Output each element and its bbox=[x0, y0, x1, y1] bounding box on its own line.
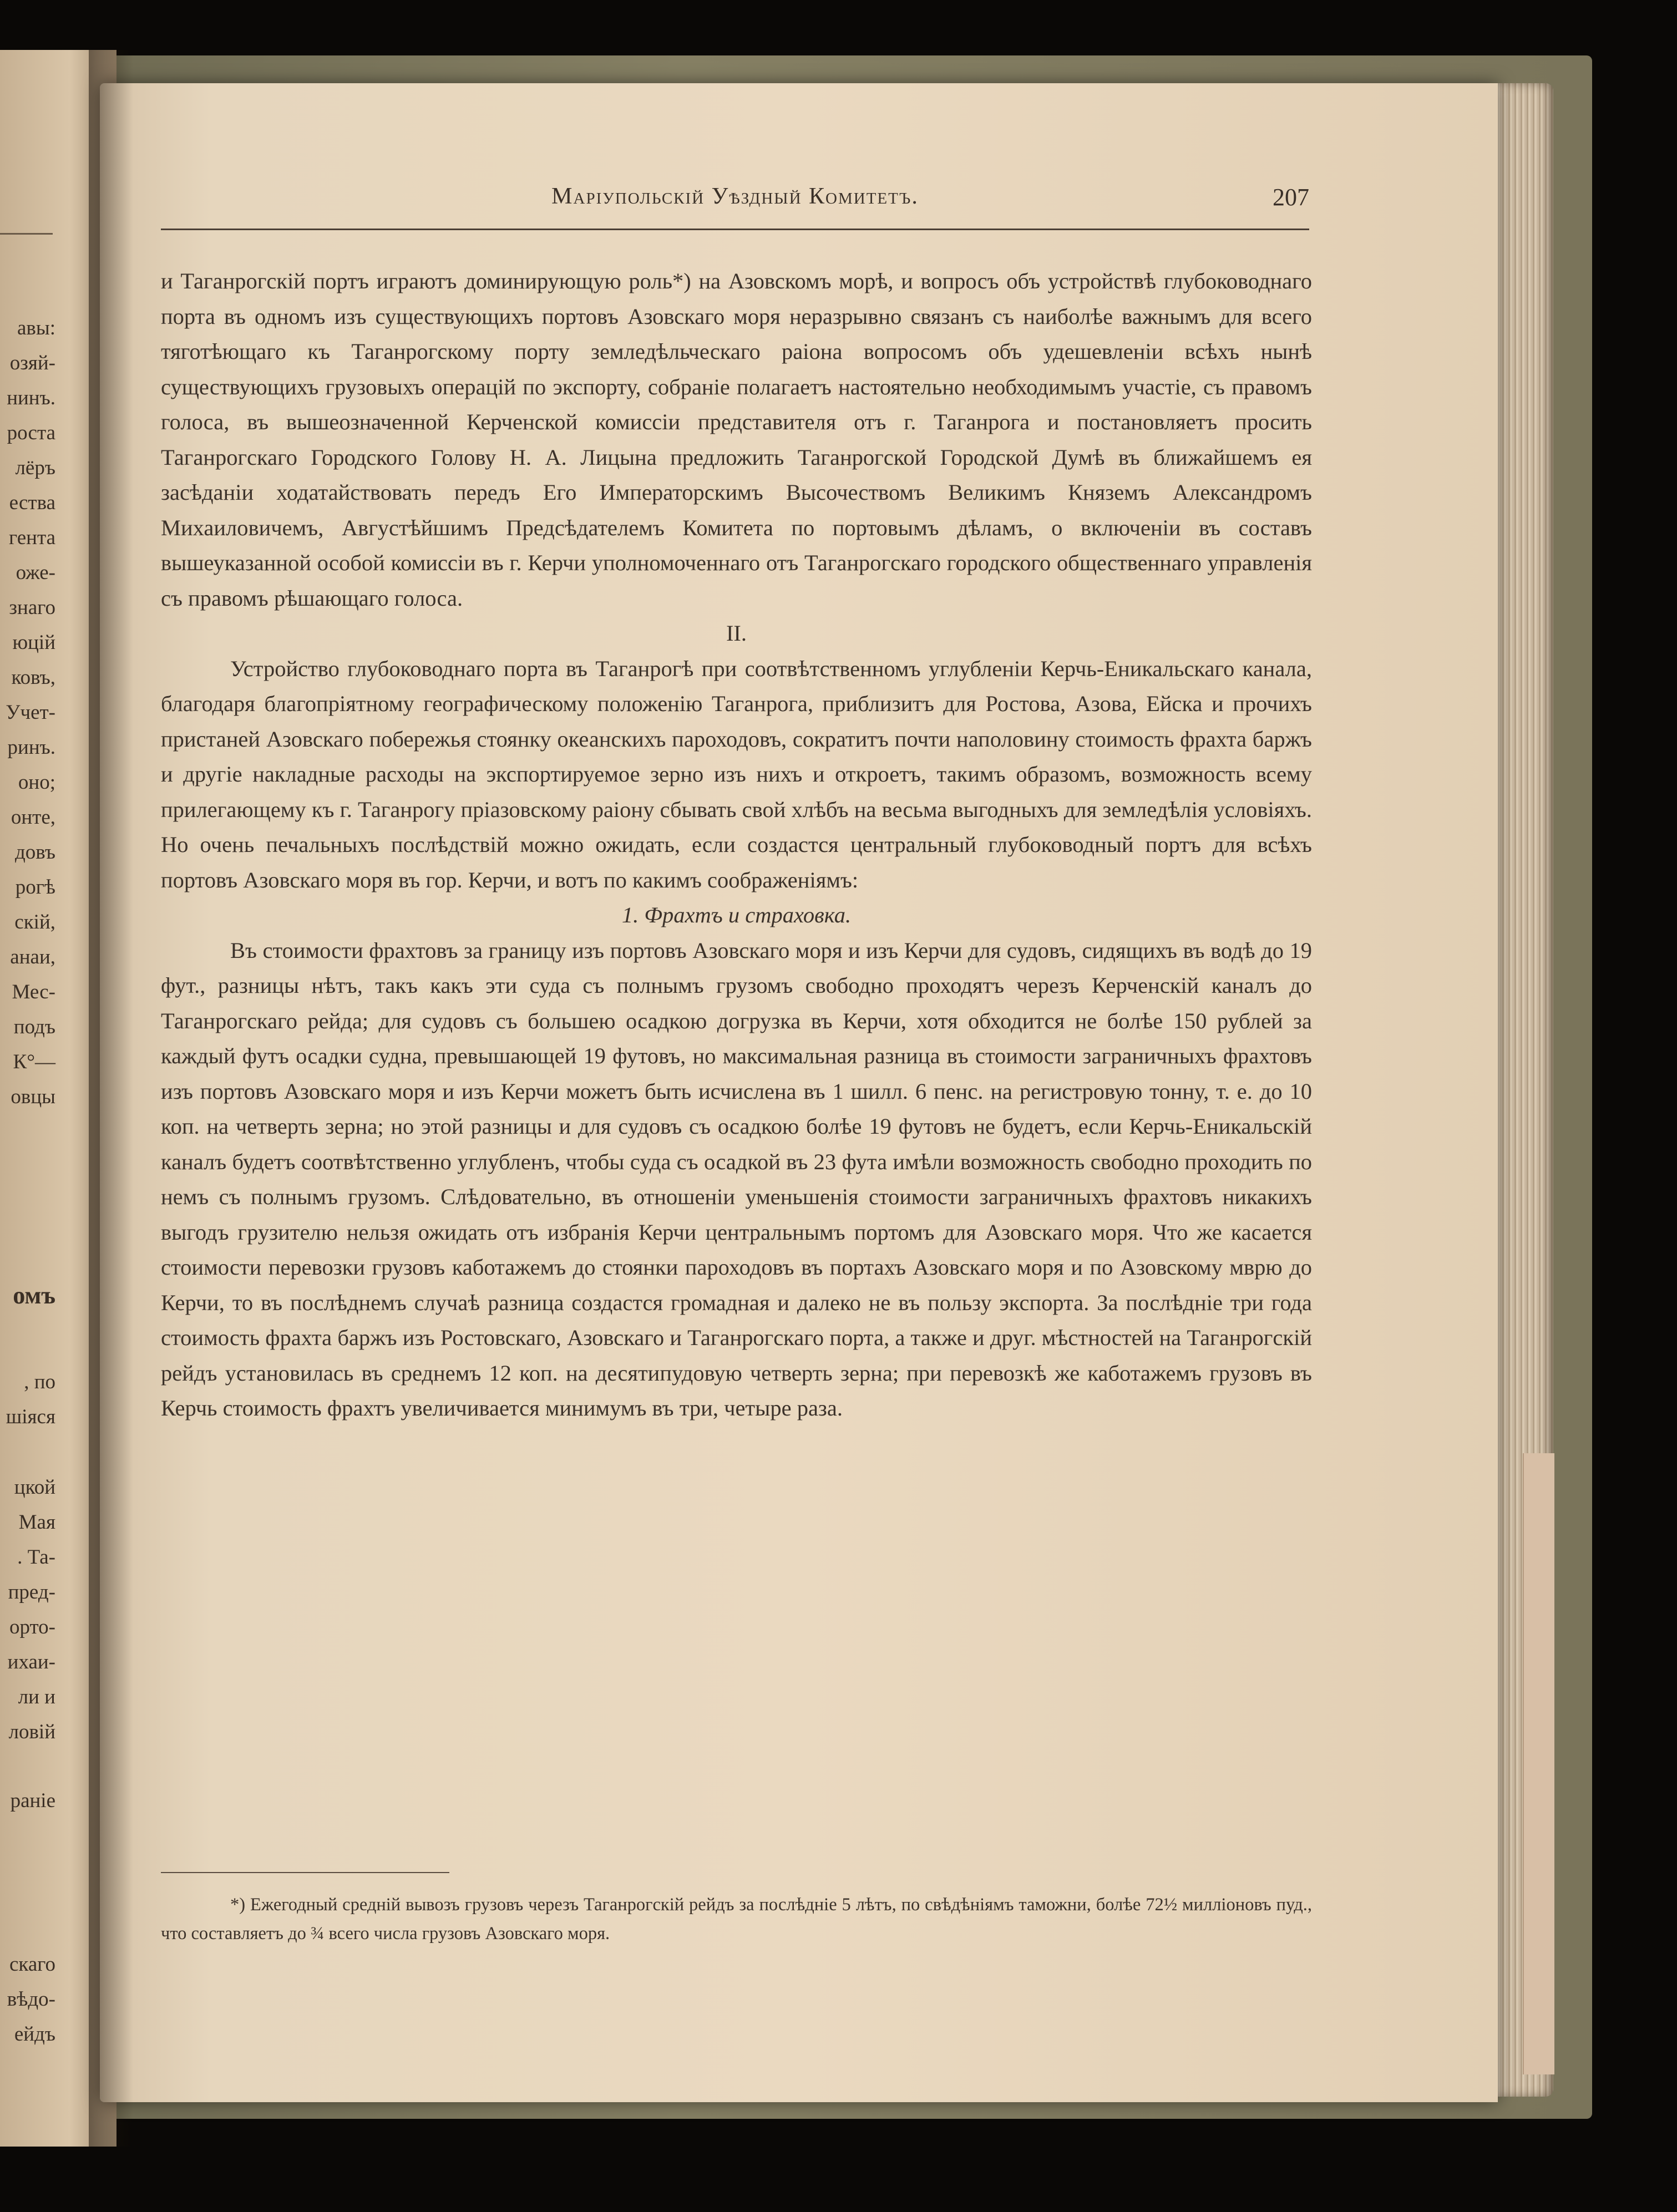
left-page-fragment: рогѣ bbox=[15, 876, 55, 899]
left-page-fragment: ихаи- bbox=[7, 1651, 55, 1673]
inserted-sheet-edge bbox=[1523, 1453, 1554, 2074]
left-page-fragment: шіяся bbox=[6, 1406, 55, 1428]
left-page-fragment: юцій bbox=[12, 631, 55, 654]
page-header bbox=[161, 183, 1309, 216]
paragraph: Въ стоимости фрахтовъ за границу изъ портовъ Азовскаго моря и изъ Керчи для судовъ, сидящихъ въ водѣ до 19 фут., разницы нѣтъ, такъ какъ эти суда съ полнымъ грузомъ свободно проходятъ черезъ Керченскій каналъ до Таганрогскаго рейда; для судовъ съ большею осадкою догрузка въ Керчи, хотя обходится не болѣе 150 рублей за каждый футъ осадки судна, превышающей 19 футовъ, но максимальная разница въ стоимости заграничныхъ фрахтовъ изъ портовъ Азовскаго моря и изъ Керчи можетъ быть исчислена въ 1 шилл. 6 пенс. на регистровую тонну, т. е. до 10 коп. на четверть зерна; но этой разницы и для судовъ съ осадкою болѣе 19 футовъ не будетъ, если Керчь-Еникальскій каналъ будетъ соотвѣтственно углубленъ, чтобы суда съ осадкой въ 23 фута имѣли возможность свободно проходить по немъ съ полнымъ грузомъ. Слѣдовательно, въ отношеніи уменьшенія стоимости заграничныхъ фрахтовъ никакихъ выгодъ грузителю нельзя ожидать отъ избранія Керчи центральнымъ портомъ для Азовскаго моря. Что же касается стоимости перевозки грузовъ каботажемъ до стоянки пароходовъ въ портахъ Азовскаго моря и по Азовскому мврю до Керчи, то въ послѣднемъ случаѣ разница создастся громадная и далеко не въ пользу экспорта. За послѣдніе три года стоимость фрахта баржъ изъ Ростовскаго, Азовскаго и Таганрогскаго порта, а также и друг. мѣстностей на Таганрогскій рейдъ установилась въ среднемъ 12 коп. на десятипудовую четверть зерна; при перевозкѣ же каботажемъ грузовъ въ Керчь стоимость фрахтъ увеличивается минимумъ въ три, четыре раза. bbox=[161, 937, 1312, 1420]
left-page-fragment: ейдъ bbox=[14, 2023, 55, 2046]
left-page-fragment: озяй- bbox=[9, 352, 55, 374]
running-title: Маріупольскій Уѣздный Комитетъ. bbox=[551, 184, 919, 209]
section-heading: II. bbox=[726, 621, 747, 646]
subsection-heading: 1. Фрахтъ и страховка. bbox=[621, 902, 852, 927]
left-page-fragment: ли и bbox=[18, 1686, 55, 1708]
left-page-fragment: анаи, bbox=[10, 946, 55, 968]
book-page bbox=[100, 83, 1498, 2102]
left-page-fragment: знаго bbox=[9, 596, 55, 619]
left-page-fragment: ества bbox=[9, 491, 55, 514]
body-text bbox=[161, 263, 1312, 1426]
left-page-fragment: ковъ, bbox=[11, 666, 55, 689]
left-page-fragment: лёръ bbox=[15, 456, 55, 479]
left-page-fragment: К°— bbox=[13, 1051, 55, 1073]
left-page-fragment: подъ bbox=[13, 1016, 55, 1038]
left-page-fragment: роста bbox=[7, 422, 55, 444]
page-number: 207 bbox=[1273, 184, 1309, 211]
left-page-fragment: овцы bbox=[11, 1085, 55, 1108]
left-page-fragment: ринъ. bbox=[7, 736, 55, 759]
paragraph: и Таганрогскій портъ играютъ доминирующую роль*) на Азовскомъ морѣ, и вопросъ объ устройствѣ глубоководнаго порта въ одномъ изъ существующихъ портовъ Азовскаго моря неразрывно связанъ съ наиболѣе важнымъ для всего тяготѣющаго къ Таганрогскому порту земледѣльческаго раіона вопросомъ объ удешевленіи всѣхъ нынѣ существующихъ грузовыхъ операцій по экспорту, собраніе полагаетъ настоятельно необходимымъ участіе, съ правомъ голоса, въ вышеозначенной Керченской комиссіи представителя отъ г. Таганрога и постановляетъ просить Таганрогскаго Городского Голову Н. А. Лицына предложить Таганрогской Городской Думѣ въ ближайшемъ ея засѣданіи ходатайствовать передъ Его Императорскимъ Высочествомъ Великимъ Княземъ Александромъ Михаиловичемъ, Августѣйшимъ Предсѣдателемъ Комитета по портовымъ дѣламъ, о включеніи въ составъ вышеуказанной особой комиссіи въ г. Керчи уполномоченнаго отъ Таганрогскаго городского общественнаго управленія съ правомъ рѣшающаго голоса. bbox=[161, 268, 1312, 611]
left-page-fragment: цкой bbox=[14, 1476, 55, 1499]
left-page-fragment: омъ bbox=[13, 1282, 55, 1309]
paragraph: Устройство глубоководнаго порта въ Таганрогѣ при соотвѣтственномъ углубленіи Керчь-Еникальскаго канала, благодаря благопріятному географическому положенію Таганрога, приблизитъ для Ростова, Азова, Ейска и прочихъ пристаней Азовскаго побережья стоянку океанскихъ пароходовъ, сократитъ почти наполовину стоимость фрахта баржъ и другіе накладные расходы на экспортируемое зерно изъ нихъ и откроетъ, такимъ образомъ, возможность всему прилегающему къ г. Таганрогу пріазовскому раіону сбывать свой хлѣбъ на весьма выгодныхъ для земледѣлія условіяхъ. Но очень печальныхъ послѣдствій можно ожидать, если создастся центральный глубоководный портъ для всѣхъ портовъ Азовскаго моря въ гор. Керчи, и вотъ по какимъ соображеніямъ: bbox=[161, 656, 1312, 892]
left-page-fragment: орто- bbox=[9, 1616, 55, 1638]
left-page-fragment: раніе bbox=[10, 1789, 55, 1812]
left-page-fragment: скаго bbox=[9, 1953, 55, 1976]
header-rule bbox=[161, 229, 1309, 230]
left-page-fragment: нинъ. bbox=[7, 387, 55, 409]
left-page-fragment: скій, bbox=[14, 911, 55, 933]
footnote: *) Ежегодный средній вывозъ грузовъ черезъ Таганрогскій рейдъ за послѣдніе 5 лѣтъ, по свѣдѣніямъ таможни, болѣе 72½ милліоновъ пуд., что составляетъ до ¾ всего числа грузовъ Азовскаго моря. bbox=[161, 1895, 1312, 1944]
left-page-fragment: гента bbox=[9, 526, 55, 549]
left-page-fragment: авы: bbox=[17, 317, 55, 339]
left-page-fragment: вѣдо- bbox=[7, 1988, 55, 2011]
gutter-shadow bbox=[89, 50, 133, 2147]
left-page-fragment: пред- bbox=[8, 1581, 55, 1604]
left-page-fragment: Мая bbox=[18, 1511, 55, 1534]
left-page-fragment: . Та- bbox=[17, 1546, 55, 1569]
left-page-fragment: Мес- bbox=[12, 981, 55, 1003]
left-page-fragment: оже- bbox=[16, 561, 55, 584]
footnote-rule bbox=[161, 1872, 449, 1873]
left-page-fragment: ловій bbox=[8, 1721, 55, 1743]
left-page-rule bbox=[0, 233, 53, 235]
left-page-fragment: довъ bbox=[14, 841, 55, 864]
left-page-fragment: Учет- bbox=[6, 701, 55, 724]
left-page-fragment: оно; bbox=[18, 771, 55, 794]
left-page-fragment: онте, bbox=[11, 806, 55, 829]
left-page-fragment: , по bbox=[24, 1371, 55, 1393]
